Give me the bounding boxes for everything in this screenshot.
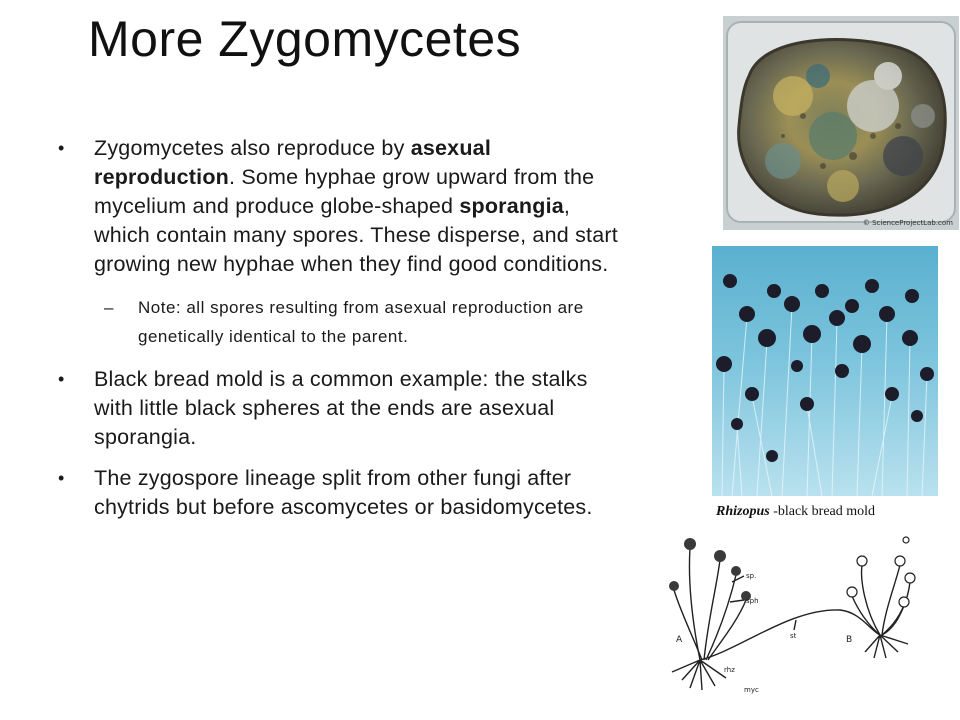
bullet-2-text: Black bread mold is a common example: the stalks with little black spheres at the ends are asexual sporangia. — [94, 367, 588, 449]
rhizopus-micrograph — [710, 246, 940, 526]
label-b: B — [846, 635, 853, 645]
moldy-bread-photo — [723, 16, 959, 230]
bullet-1-text: Zygomycetes also reproduce by asexual reproduction. Some hyphae grow upward from the mycelium and produce globe-shaped sporangia, which contain many spores. These disperse, and start growing new hyphae when they find good conditions. — [94, 136, 618, 276]
bullet-dot: • — [58, 468, 65, 488]
label-st: st — [790, 632, 797, 640]
rhizopus-diagram — [660, 530, 928, 710]
sub-bullet-1 — [58, 293, 628, 351]
bullet-3 — [58, 464, 628, 522]
slide-body — [58, 134, 628, 534]
photo-credit: © ScienceProjectLab.com — [862, 219, 953, 227]
bullet-dot: • — [58, 369, 65, 389]
label-rhz: rhz — [724, 666, 735, 674]
rhizopus-sporangia-illustration — [712, 246, 938, 496]
rhizopus-line-drawing — [660, 530, 928, 710]
bullet-3-text: The zygospore lineage split from other fungi after chytrids but before ascomycetes or basidomycetes. — [94, 466, 593, 519]
sub-bullet-dash: – — [104, 298, 114, 317]
label-a: A — [676, 635, 683, 645]
bullet-2 — [58, 365, 628, 452]
label-myc: myc — [744, 686, 759, 694]
label-sp: sp. — [746, 572, 757, 580]
label-sph: sph — [746, 597, 759, 605]
slide-title: More Zygomycetes — [88, 11, 522, 67]
moldy-bread-illustration — [723, 16, 959, 230]
micrograph-field — [712, 246, 938, 496]
bullet-dot: • — [58, 138, 65, 158]
rhizopus-caption: Rhizopus -black bread mold — [716, 504, 876, 519]
bullet-1 — [58, 134, 628, 279]
sub-bullet-1-text: Note: all spores resulting from asexual reproduction are genetically identical to the parent. — [138, 298, 584, 346]
